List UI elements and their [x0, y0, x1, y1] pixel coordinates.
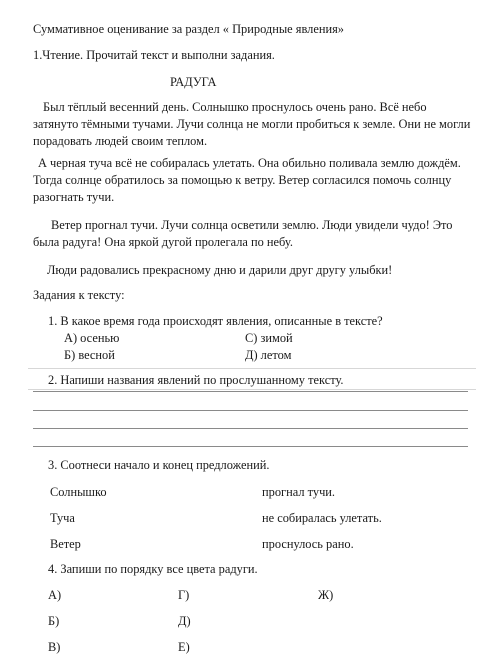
answer-line-2: [33, 410, 468, 411]
q3-left-1: Солнышко: [50, 485, 107, 499]
q1-option-d: Д) летом: [245, 348, 292, 362]
q1-option-a: А) осенью: [64, 331, 120, 345]
question-2: 2. Напиши названия явлений по прослушанному тексту.: [48, 373, 344, 387]
worksheet-title: Суммативное оценивание за раздел « Природные явления»: [33, 22, 344, 36]
answer-line-3: [33, 428, 468, 429]
q3-left-3: Ветер: [50, 537, 81, 551]
story-paragraph-3: Ветер прогнал тучи. Лучи солнца осветили землю. Люди увидели чудо! Это была радуга! Она яркой дугой пролегала по небу.: [33, 218, 453, 249]
story-title: РАДУГА: [170, 75, 217, 89]
answer-line-1: [33, 391, 468, 392]
tasks-heading: Задания к тексту:: [33, 288, 125, 302]
q4-slot-g: Г): [178, 588, 190, 602]
q4-slot-v: В): [48, 640, 61, 654]
answer-line-4: [33, 446, 468, 447]
story-paragraph-2: А черная туча всё не собиралась улетать. Она обильно поливала землю дождём. Тогда солнце обратилось за помощью к ветру. Ветер согласился помочь солнцу разогнать тучи.: [33, 156, 461, 204]
task-1-instruction: 1.Чтение. Прочитай текст и выполни задания.: [33, 48, 275, 62]
q4-slot-a: А): [48, 588, 62, 602]
story-paragraph-4: Люди радовались прекрасному дню и дарили друг другу улыбки!: [47, 263, 393, 277]
question-3: 3. Соотнеси начало и конец предложений.: [48, 458, 270, 472]
q1-option-b: Б) весной: [64, 348, 115, 362]
q3-right-2: не собиралась улетать.: [262, 511, 382, 525]
q4-slot-b: Б): [48, 614, 60, 628]
q4-slot-e: Е): [178, 640, 190, 654]
q4-slot-d: Д): [178, 614, 191, 628]
question-1: 1. В какое время года происходят явления, описанные в тексте?: [48, 314, 383, 328]
q3-right-3: проснулось рано.: [262, 537, 354, 551]
question-4: 4. Запиши по порядку все цвета радуги.: [48, 562, 258, 576]
q4-slot-zh: Ж): [318, 588, 334, 602]
q1-option-c: С) зимой: [245, 331, 293, 345]
story-paragraph-1: Был тёплый весенний день. Солнышко проснулось очень рано. Всё небо затянуто тёмными тучами. Лучи солнца не могли пробиться к земле. Они не могли порадовать людей своим теплом.: [33, 100, 471, 148]
q3-right-1: прогнал тучи.: [262, 485, 336, 499]
q3-left-2: Туча: [50, 511, 75, 525]
